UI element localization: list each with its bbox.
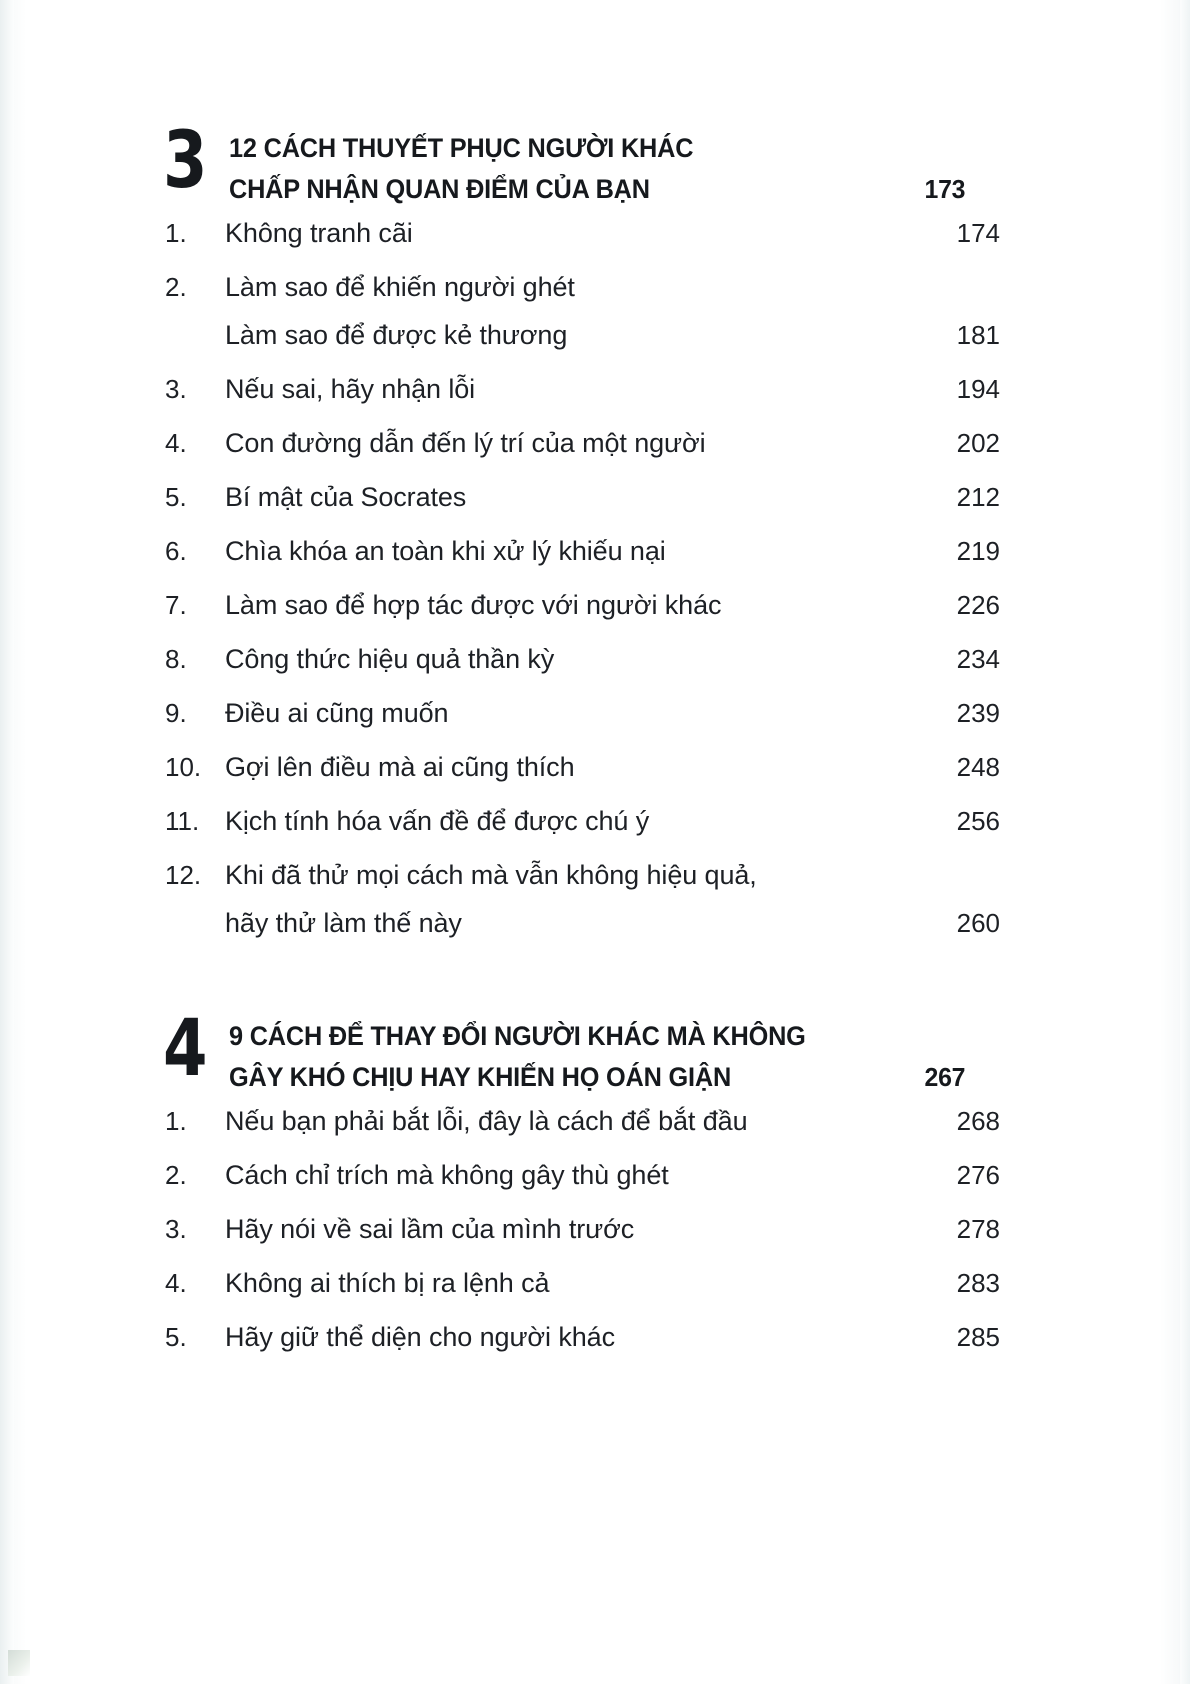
toc-entry-number: 3. [165,1214,187,1244]
chapter-title-text: CHẤP NHẬN QUAN ĐIỂM CỦA BẠN [229,174,650,204]
toc-entry-title-line: Hãy giữ thể diện cho người khác [225,1322,615,1352]
chapter-title-wrap [165,1016,1000,1098]
toc-entry-page-number: 212 [956,482,1000,512]
toc-entry[interactable] [165,1104,1000,1138]
toc-entry-page-number: 219 [956,536,1000,566]
toc-entry-number: 5. [165,1322,187,1352]
toc-entry-title-line: Gợi lên điều mà ai cũng thích [225,752,575,782]
toc-entry-number: 11. [165,806,200,836]
toc-entry-page-number: 202 [956,428,1000,458]
toc-entry-title-line: Không ai thích bị ra lệnh cả [225,1268,550,1298]
chapter-separator-gap [165,960,1000,1016]
toc-content [163,116,1000,1374]
toc-entry-title [225,1266,930,1300]
toc-entry-title [225,804,930,838]
chapter-title-line [229,169,965,210]
toc-entry-title [225,270,930,352]
toc-entry[interactable] [165,1320,1000,1354]
toc-entry-title [225,588,930,622]
toc-entry-number: 1. [165,1106,187,1136]
toc-entry-title-line: Làm sao để khiến người ghét [225,272,575,302]
toc-entry-title [225,1320,930,1354]
page-edge-shadow-left [0,0,14,1684]
toc-entry[interactable] [165,1212,1000,1246]
toc-entry[interactable] [165,372,1000,406]
toc-entry[interactable] [165,480,1000,514]
toc-entry-title-line: Bí mật của Socrates [225,482,467,512]
chapter-title-text: 12 CÁCH THUYẾT PHỤC NGƯỜI KHÁC [229,133,694,163]
chapter-heading [163,116,1000,210]
toc-entry-title [225,216,930,250]
toc-entry-title-line: hãy thử làm thế này [225,908,462,938]
chapter-title-line [229,1016,965,1057]
chapter-title-text: 9 CÁCH ĐỂ THAY ĐỔI NGƯỜI KHÁC MÀ KHÔNG [229,1021,806,1051]
chapter-title-line [229,128,965,169]
toc-entry-number: 4. [165,1268,187,1298]
toc-entry-title-line: Con đường dẫn đến lý trí của một người [225,428,706,458]
toc-entry-page-number: 268 [956,1106,1000,1136]
chapter-heading [163,1004,1000,1098]
toc-entry-number: 12. [165,860,202,890]
toc-entry-page-number: 248 [956,752,1000,782]
toc-entry-title [225,858,930,940]
toc-entry-number: 4. [165,428,187,458]
toc-entry[interactable] [165,750,1000,784]
toc-entry-number: 6. [165,536,187,566]
toc-entry[interactable] [165,426,1000,460]
chapter-entry-list [165,216,1000,940]
toc-entry-title [225,372,930,406]
toc-entry-page-number: 239 [956,698,1000,728]
toc-entry-number: 2. [165,272,187,302]
toc-entry-number: 9. [165,698,187,728]
toc-entry[interactable] [165,858,1000,940]
toc-entry-number: 8. [165,644,187,674]
toc-entry-title [225,642,930,676]
toc-entry-title [225,480,930,514]
chapter-page-number: 267 [924,1062,966,1092]
toc-entry-title-line: Khi đã thử mọi cách mà vẫn không hiệu quả, [225,860,757,890]
toc-entry-page-number: 278 [956,1214,1000,1244]
toc-entry-page-number: 226 [956,590,1000,620]
toc-entry-title-line: Kịch tính hóa vấn đề để được chú ý [225,806,650,836]
toc-entry[interactable] [165,696,1000,730]
toc-entry-page-number: 181 [956,320,1000,350]
toc-entry[interactable] [165,1158,1000,1192]
toc-entry[interactable] [165,804,1000,838]
toc-entry-page-number: 174 [956,218,1000,248]
toc-entry-title [225,750,930,784]
chapter-page-number: 173 [924,174,966,204]
toc-entry-page-number: 283 [956,1268,1000,1298]
toc-entry-title [225,534,930,568]
toc-entry[interactable] [165,1266,1000,1300]
page-corner-mark [8,1650,30,1676]
toc-entry-title-line: Công thức hiệu quả thần kỳ [225,644,555,674]
toc-entry[interactable] [165,216,1000,250]
toc-entry-title-line: Cách chỉ trích mà không gây thù ghét [225,1160,669,1190]
toc-entry-title [225,426,930,460]
chapter-title-text: GÂY KHÓ CHỊU HAY KHIẾN HỌ OÁN GIẬN [229,1062,732,1092]
toc-entry-title [225,696,930,730]
toc-entry-number: 7. [165,590,187,620]
toc-entry-title-line: Nếu bạn phải bắt lỗi, đây là cách để bắt đầu [225,1106,748,1136]
toc-entry[interactable] [165,270,1000,352]
toc-entry-title-line: Hãy nói về sai lầm của mình trước [225,1214,635,1244]
chapter-number: 4 [163,1004,206,1094]
toc-entry-number: 10. [165,752,202,782]
toc-entry-title [225,1158,930,1192]
toc-entry-title [225,1212,930,1246]
chapter-number: 3 [163,116,206,206]
toc-entry-number: 5. [165,482,187,512]
toc-entry[interactable] [165,534,1000,568]
toc-entry[interactable] [165,588,1000,622]
toc-entry-title [225,1104,930,1138]
toc-entry-title-line: Chìa khóa an toàn khi xử lý khiếu nại [225,536,666,566]
page-edge-shadow-right [1180,0,1190,1684]
toc-entry-page-number: 256 [956,806,1000,836]
toc-entry-page-number: 260 [956,908,1000,938]
chapter-title-wrap [165,128,1000,210]
toc-entry-page-number: 276 [956,1160,1000,1190]
chapter-title-line [229,1057,965,1098]
toc-entry-number: 2. [165,1160,187,1190]
toc-entry-title-line: Điều ai cũng muốn [225,698,449,728]
toc-entry-title-line: Làm sao để hợp tác được với người khác [225,590,722,620]
chapter-entry-list [165,1104,1000,1354]
toc-entry-page-number: 285 [956,1322,1000,1352]
toc-entry-page-number: 234 [956,644,1000,674]
toc-entry-number: 1. [165,218,187,248]
toc-entry-title-line: Không tranh cãi [225,218,413,248]
toc-entry-number: 3. [165,374,187,404]
toc-entry[interactable] [165,642,1000,676]
toc-entry-title-line: Nếu sai, hãy nhận lỗi [225,374,476,404]
toc-entry-title-line: Làm sao để được kẻ thương [225,320,568,350]
toc-entry-page-number: 194 [956,374,1000,404]
